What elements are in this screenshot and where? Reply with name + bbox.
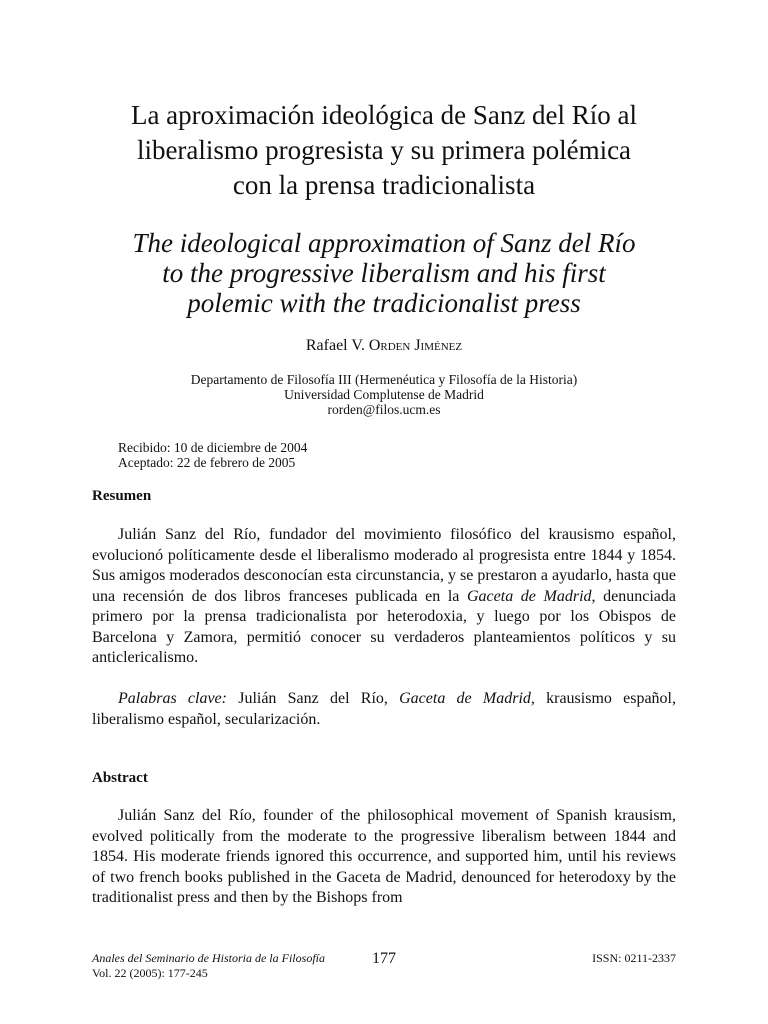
title-spanish [60,98,708,203]
title-spanish-line-2: liberalismo progresista y su primera polémica [136,135,632,165]
abstract-heading: Abstract [92,770,148,786]
keywords-paragraph [92,689,676,730]
footer-issn: ISSN: 0211-2337 [592,951,676,965]
received-date: Recibido: 10 de diciembre de 2004 [118,440,308,455]
title-english-line-3: polemic with the tradicionalist press [187,288,581,318]
footer-citation [92,951,325,981]
title-english-line-2: to the progressive liberalism and his first [162,258,606,288]
title-spanish-line-3: con la prensa tradicionalista [232,170,536,200]
abstract-text: Julián Sanz del Río, founder of the philosophical movement of Spanish krausism, evolved politically from the moderate to the progressive liberalism between 1844 and 1854. His moderate friends ignored this occurrence, and supported him, until his reviews of two french books published in the Gaceta de Madrid, denounced for heterodoxy by the traditionalist press and then by the Bishops from [92,807,676,906]
keywords-text-part-1: Julián Sanz del Río, [226,690,400,707]
author-email: rorden@filos.ucm.es [327,402,441,417]
author-name [0,336,768,356]
title-spanish-line-1: La aproximación ideológica de Sanz del Río al [130,100,638,130]
title-english [60,228,708,318]
keywords-label: Palabras clave: [118,690,227,707]
author-affiliation [0,372,768,417]
author-surname: Orden Jiménez [368,337,463,354]
keywords-text-part-2: , krausismo español, liberalismo español, secularización. [92,690,676,728]
footer-journal-name: Anales del Seminario de Historia de la Filosofía [92,951,325,965]
abstract-body [92,806,676,909]
resumen-body [92,525,676,669]
page-number: 177 [372,950,396,967]
footer-volume: Vol. 22 (2005): 177-245 [92,966,208,980]
affiliation-university: Universidad Complutense de Madrid [284,387,484,402]
resumen-text-part-1: Julián Sanz del Río, fundador del movimiento filosófico del krausismo español, evolucionó políticamente desde el liberalismo moderado al progresista entre 1844 y 1854. Sus amigos moderados desconocían esta circunstancia, y se prestaron a ayudarlo, hasta que una recensión de dos libros franceses publicada en la [92,526,676,605]
resumen-heading: Resumen [92,488,152,504]
author-given-name: Rafael V. [305,337,369,354]
accepted-date: Aceptado: 22 de febrero de 2005 [118,455,296,470]
resumen-text-part-2: , denunciada primero por la prensa tradicionalista por heterodoxia, y luego por los Obispos de Barcelona y Zamora, permitió conocer su verdaderos planteamientos políticos y su anticlericalismo. [92,587,676,666]
keywords-text-italic: Gaceta de Madrid [399,690,531,707]
submission-dates [118,440,307,470]
title-english-line-1: The ideological approximation of Sanz del Río [132,228,636,258]
affiliation-department: Departamento de Filosofía III (Hermenéutica y Filosofía de la Historia) [190,372,578,387]
resumen-text-italic: Gaceta de Madrid [467,587,592,605]
